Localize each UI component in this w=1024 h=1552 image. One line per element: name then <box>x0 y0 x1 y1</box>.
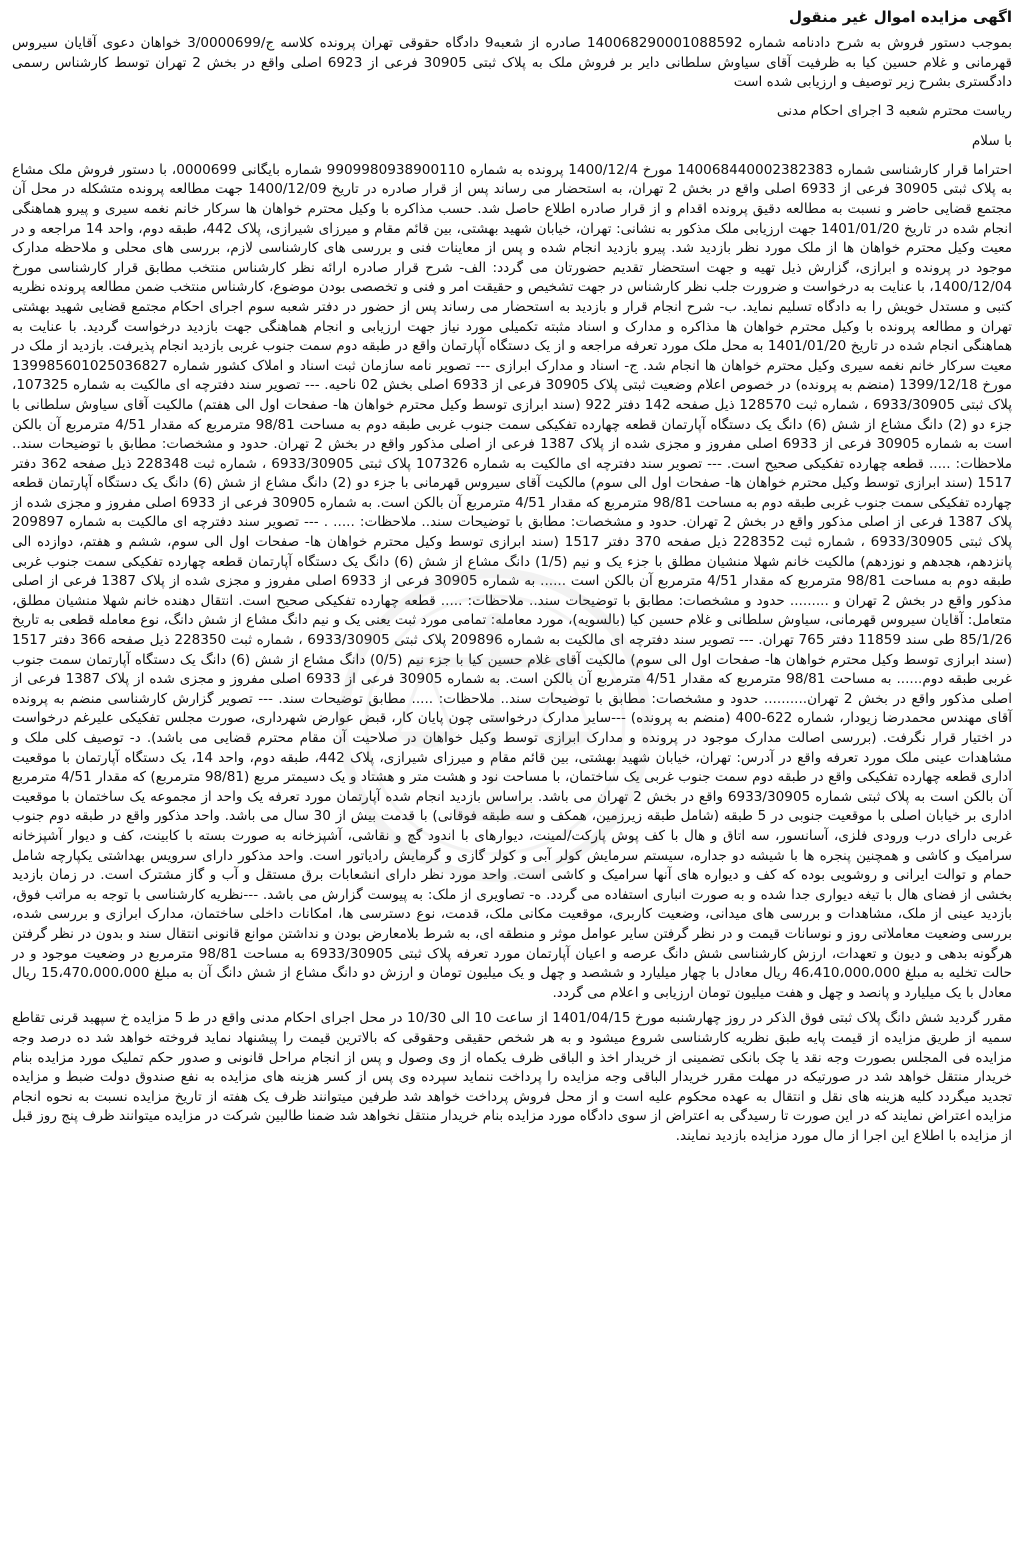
notice-intro: بموجب دستور فروش به شرح دادنامه شماره 140068290001088592 صادره از شعبه9 دادگاه حقوقی تهران پرونده کلاسه ج/3/0000699 خواهان دعوی آقایان سیروس قهرمانی و غلام حسین کیا به ظرفیت آقای سیاوش سلطانی دایر بر فروش ملک به پلاک ثبتی 30905 فرعی از 6923 اصلی واقع در بخش 2 تهران توسط کارشناس رسمی دادگستری بشرح زیر توصیف و ارزیابی شده است <box>12 35 1012 91</box>
expert-report-body: احتراما قرار کارشناسی شماره 140068440002382383 مورخ 1400/12/4 پرونده به شماره 9909980938900110 شماره بایگانی 0000699، با دستور فروش ملک مشاع به پلاک ثبتی 30905 فرعی از 6933 اصلی واقع در بخش 2 تهران، به استحضار می رساند پس از قرار صادره در تاریخ 1400/12/09 جهت مطالعه پرونده متشکله در محل آن مجتمع قضایی حاضر و نسبت به مطالعه دقیق پرونده اقدام و از قرار صادره اطلاع حاصل شد. حسب مذاکره با وکیل محترم خواهان ها سرکار خانم نغمه سیری و پیرو هماهنگی انجام شده در تاریخ 1401/01/20 جهت ارزیابی ملک مذکور به نشانی: تهران، خیابان شهید بهشتی، بین قائم مقام و میرزای شیرازی، پلاک 442، طبقه دوم، واحد 14 مراجعه و در معیت وکیل محترم خواهان ها از ملک مورد نظر بازدید شد. پیرو بازدید انجام شده و پس از معاینات فنی و بررسی های کارشناسی لازم، بررسی های محلی و ملاحظه مدارک موجود در پرونده و ابرازی، گزارش ذیل تهیه و جهت استحضار تقدیم حضورتان می گردد: الف- شرح قرار صادره ارائه نظر کارشناس منتخب مطابق قرار کارشناسی مورخ 1400/12/04، با عنایت به درخواست و ضرورت جلب نظر کارشناس در جهت تشخیص و حقیقت امر و فنی و تخصصی بودن موضوع، کارشناس منتخب ضمن مطالعه پرونده نظریه کتبی و مستدل خویش را به دادگاه تسلیم نماید. ب- شرح انجام قرار و بازدید به استحضار می رساند پس از حضور در دفتر شعبه سوم اجرای احکام مجتمع قضایی شهید بهشتی تهران و مطالعه پرونده با وکیل محترم خواهان ها مذاکره و مدارک و اسناد مثبته تکمیلی مورد نیاز جهت ارزیابی و انجام هماهنگی جهت بازدید درخواست گردید. با عنایت به هماهنگی انجام شده در تاریخ 1401/01/20 به محل ملک مورد تعرفه مراجعه و از یک دستگاه آپارتمان واقع در طبقه دوم سمت جنوب غربی بازدید انجام پذیرفت. بازدید از ملک در معیت سرکار خانم نغمه سیری وکیل محترم خواهان ها انجام شد. ج- اسناد و مدارک ابرازی --- تصویر نامه سازمان ثبت اسناد و املاک کشور شماره 139985601025036827 مورخ 1399/12/18 (منضم به پرونده) در خصوص اعلام وضعیت ثبتی پلاک 30905 فرعی از 6933 اصلی بخش 02 ناحیه. --- تصویر سند دفترچه ای مالکیت به شماره 107325، پلاک ثبتی 6933/30905 ، شماره ثبت 128570 ذیل صفحه 142 دفتر 922 (سند ابرازی توسط وکیل محترم خواهان ها- صفحات اول الی هفتم) مالکیت آقای سیاوش سلطانی با جزء دو (2) دانگ مشاع از شش (6) دانگ یک دستگاه آپارتمان قطعه چهارده تفکیکی سمت جنوب غربی طبقه دوم به مساحت 98/81 مترمربع که مقدار 4/51 مترمربع آن بالکن است به شماره 30905 فرعی از 6933 اصلی مفروز و مجزی شده از پلاک 1387 فرعی از اصلی مذکور واقع در بخش 2 تهران. حدود و مشخصات: مطابق با توضیحات سند.. ملاحظات: ..... قطعه چهارده تفکیکی صحیح است. --- تصویر سند دفترچه ای مالکیت به شماره 107326 پلاک ثبتی 6933/30905 ، شماره ثبت 228348 ذیل صفحه 362 دفتر 1517 (سند ابرازی توسط وکیل محترم خواهان ها- صفحات اول الی سوم) مالکیت آقای سیروس قهرمانی با جزء دو (2) دانگ مشاع از شش (6) دانگ یک دستگاه آپارتمان قطعه چهارده تفکیکی سمت جنوب غربی طبقه دوم به مساحت 98/81 مترمربع که مقدار 4/51 مترمربع آن بالکن است. به شماره 30905 فرعی از 6933 اصلی مفروز و مجزی شده از پلاک 1387 فرعی از اصلی مذکور واقع در بخش 2 تهران. حدود و مشخصات: مطابق با توضیحات سند.. ملاحظات: ..... . --- تصویر سند دفترچه ای مالکیت به شماره 209897 پلاک ثبتی 6933/30905 ، شماره ثبت 228352 ذیل صفحه 370 دفتر 1517 (سند ابرازی توسط وکیل محترم خواهان ها- صفحات اول الی سوم، ششم و هفتم، دوازده الی پانزدهم، هجدهم و نوزدهم) مالکیت خانم شهلا منشیان مطلق با جزء یک و نیم (1/5) دانگ مشاع از شش (6) دانگ یک دستگاه آپارتمان قطعه چهارده تفکیکی سمت جنوب غربی طبقه دوم به مساحت 98/81 مترمربع که مقدار 4/51 مترمربع آن بالکن است ...... به شماره 30905 فرعی از 6933 اصلی مفروز و مجزی شده از پلاک 1387 فرعی از اصلی مذکور واقع در بخش 2 تهران و ......... حدود و مشخصات: مطابق با توضیحات سند.. ملاحظات: ..... قطعه چهارده تفکیکی صحیح است. انتقال دهنده خانم شهلا منشیان مطلق، متعامل: آقایان سیروس قهرمانی، سیاوش سلطانی و غلام حسین کیا (بالسویه)، مورد معامله: تمامی مورد ثبت یعنی یک و نیم دانگ مشاع از شش دانگ، نوع معامله قطعی به تاریخ 85/1/26 طی سند 11859 دفتر 765 تهران. --- تصویر سند دفترچه ای مالکیت به شماره 209896 پلاک ثبتی 6933/30905 ، شماره ثبت 228350 ذیل صفحه 366 دفتر 1517 (سند ابرازی توسط وکیل محترم خواهان ها- صفحات اول الی سوم) مالکیت آقای غلام حسین کیا با جزء نیم (0/5) دانگ مشاع از شش (6) دانگ یک دستگاه آپارتمان سمت جنوب غربی طبقه دوم...... به مساحت 98/81 مترمربع که مقدار 4/51 مترمربع آن بالکن است. به شماره 30905 فرعی از 6933 اصلی مفروز و مجزی شده از پلاک 1387 فرعی از اصلی مذکور واقع در بخش 2 تهران.......... حدود و مشخصات: مطابق با توضیحات سند.. ملاحظات: ..... مطابق توضیحات سند. --- تصویر گزارش کارشناسی منضم به پرونده آقای مهندس محمدرضا زیودار، شماره 622-400 (منضم به پرونده) ---سایر مدارک درخواستی چون پایان کار، قبض عوارض شهرداری، صورت مجلس تفکیکی علیرغم درخواست در اختیار قرار نگرفت. (بررسی اصالت مدارک موجود در پرونده و مدارک ابرازی توسط وکیل خواهان در صلاحیت آن مقام محترم قضایی می باشد). د- توصیف کلی ملک و مشاهدات عینی ملک مورد تعرفه واقع در آدرس: تهران، خیابان شهید بهشتی، بین قائم مقام و میرزای شیرازی، پلاک 442، طبقه دوم، واحد 14، یک دستگاه آپارتمان با موقعیت اداری قطعه چهارده تفکیکی واقع در طبقه دوم سمت جنوب غربی یک ساختمان، با مساحت نود و هشت متر و هشتاد و یک دسیمتر مربع (98/81 مترمربع) که مقدار 4/51 مترمربع آن بالکن است به پلاک ثبتی شماره 6933/30905 واقع در بخش 2 تهران می باشد. براساس بازدید انجام شده آپارتمان مورد تعرفه یک واحد از مجموعه یک ساختمان با موقعیت اداری بر خیابان اصلی با موقعیت جنوبی در 5 طبقه (شامل طبقه زیرزمین، همکف و سه طبقه فوقانی) با قدمت بیش از 30 سال می باشد. واحد مذکور واقع در طبقه دوم جنوب غربی دارای درب ورودی فلزی، آسانسور، سه اتاق و هال با کف پوش پارکت/لمینت، دیوارهای با اندود گچ و نقاشی، آشپزخانه به صورت بسته با کابینت، کف و دیوار آشپزخانه سرامیک و کاشی و همچنین پنجره ها با شیشه دو جداره، سیستم سرمایش کولر آبی و کولر گازی و گرمایش رادیاتور است. واحد مذکور دارای سرویس بهداشتی یکپارچه شامل حمام و توالت ایرانی و روشویی بوده که کف و دیواره های آنها سرامیک و کاشی است. واحد مورد نظر دارای انشعابات برق مستقل و آب و گاز مشترک است. در زمان بازدید بخشی از فضای هال با تیغه دیواری جدا شده و به صورت انباری استفاده می گردد. ه- تصاویری از ملک: به پیوست گزارش می باشد. ---نظریه کارشناسی با توجه به مراتب فوق، بازدید عینی از ملک، مشاهدات و بررسی های میدانی، وضعیت کاربری، موقعیت مکانی ملک، قدمت، نوع دسترسی ها، امکانات داخلی ساختمان، مدارک ابرازی و بررسی شده، بررسی وضعیت معاملاتی روز و نوسانات قیمت و در نظر گرفتن سایر عوامل موثر و منطقه ای، به شرط بلامعارض بودن و نداشتن موانع قانونی انتقال سند و بدون در نظر گرفتن هرگونه بدهی و دیون و تعهدات، ارزش کارشناسی شش دانگ عرصه و اعیان آپارتمان مورد تعرفه پلاک ثبتی 6933/30905 به مساحت 98/81 مترمربع در وضعیت موجود و در حالت تخلیه به مبلغ 46،410،000،000 ریال معادل با چهار میلیارد و ششصد و چهل و یک میلیون تومان و ارزش دو دانگ مشاع از شش دانگ آن به مبلغ 15،470،000،000 ریال معادل با یک میلیارد و پانصد و چهل و هفت میلیون تومان ارزیابی و اعلام می گردد. <box>12 161 1013 1001</box>
notice-title: اگهی مزایده اموال غیر منقول <box>788 8 1012 26</box>
greeting-line: با سلام <box>971 132 1012 149</box>
auction-terms-paragraph: مقرر گردید شش دانگ پلاک ثبتی فوق الذکر در روز چهارشنبه مورخ 1401/04/15 از ساعت 10 الی 10/30 در محل اجرای احکام مدنی واقع در ط 5 مزایده خ سپهبد قرنی تقاطع سمیه از طریق مزایده از قیمت پایه طبق نظریه کارشناسی شروع میشود و به هر شخص حقیقی وحقوقی که بالاترین قیمت را پیشنهاد نماید فروخته خواهد شد ده درصد وجه مزایده فی المجلس بصورت وجه نقد یا چک بانکی تضمینی از خریدار اخذ و الباقی ظرف یکماه از وی وصول و پس از انجام مراحل قانونی و صدور حکم تملیک مورد مزایده بنام خریدار منتقل خواهد شد در صورتیکه در مهلت مقرر خریدار الباقی وجه مزایده را پرداخت ننماید سپرده وی پس از کسر هزینه های مزایده به نفع صندوق دولت ضبط و مزایده تجدید میگردد کلیه هزینه های نقل و انتقال به عهده محکوم علیه است و از محل فروش پرداخت خواهد شد طرفین میتوانند ظرف یک هفته از تاریخ مزایده نسبت به نحوه انجام مزایده اعتراض نمایند که در این صورت تا رسیدگی به اعتراض از سوی دادگاه مورد مزایده بنام خریدار منتقل نخواهد شد ضمنا طالبین شرکت در مزایده میتوانند ظرف پنج روز قبل از مزایده با اطلاع این اجرا از مال مورد مزایده بازدید نمایند. <box>12 1010 1012 1144</box>
addressee-line: ریاست محترم شعبه 3 اجرای احکام مدنی <box>776 102 1012 119</box>
